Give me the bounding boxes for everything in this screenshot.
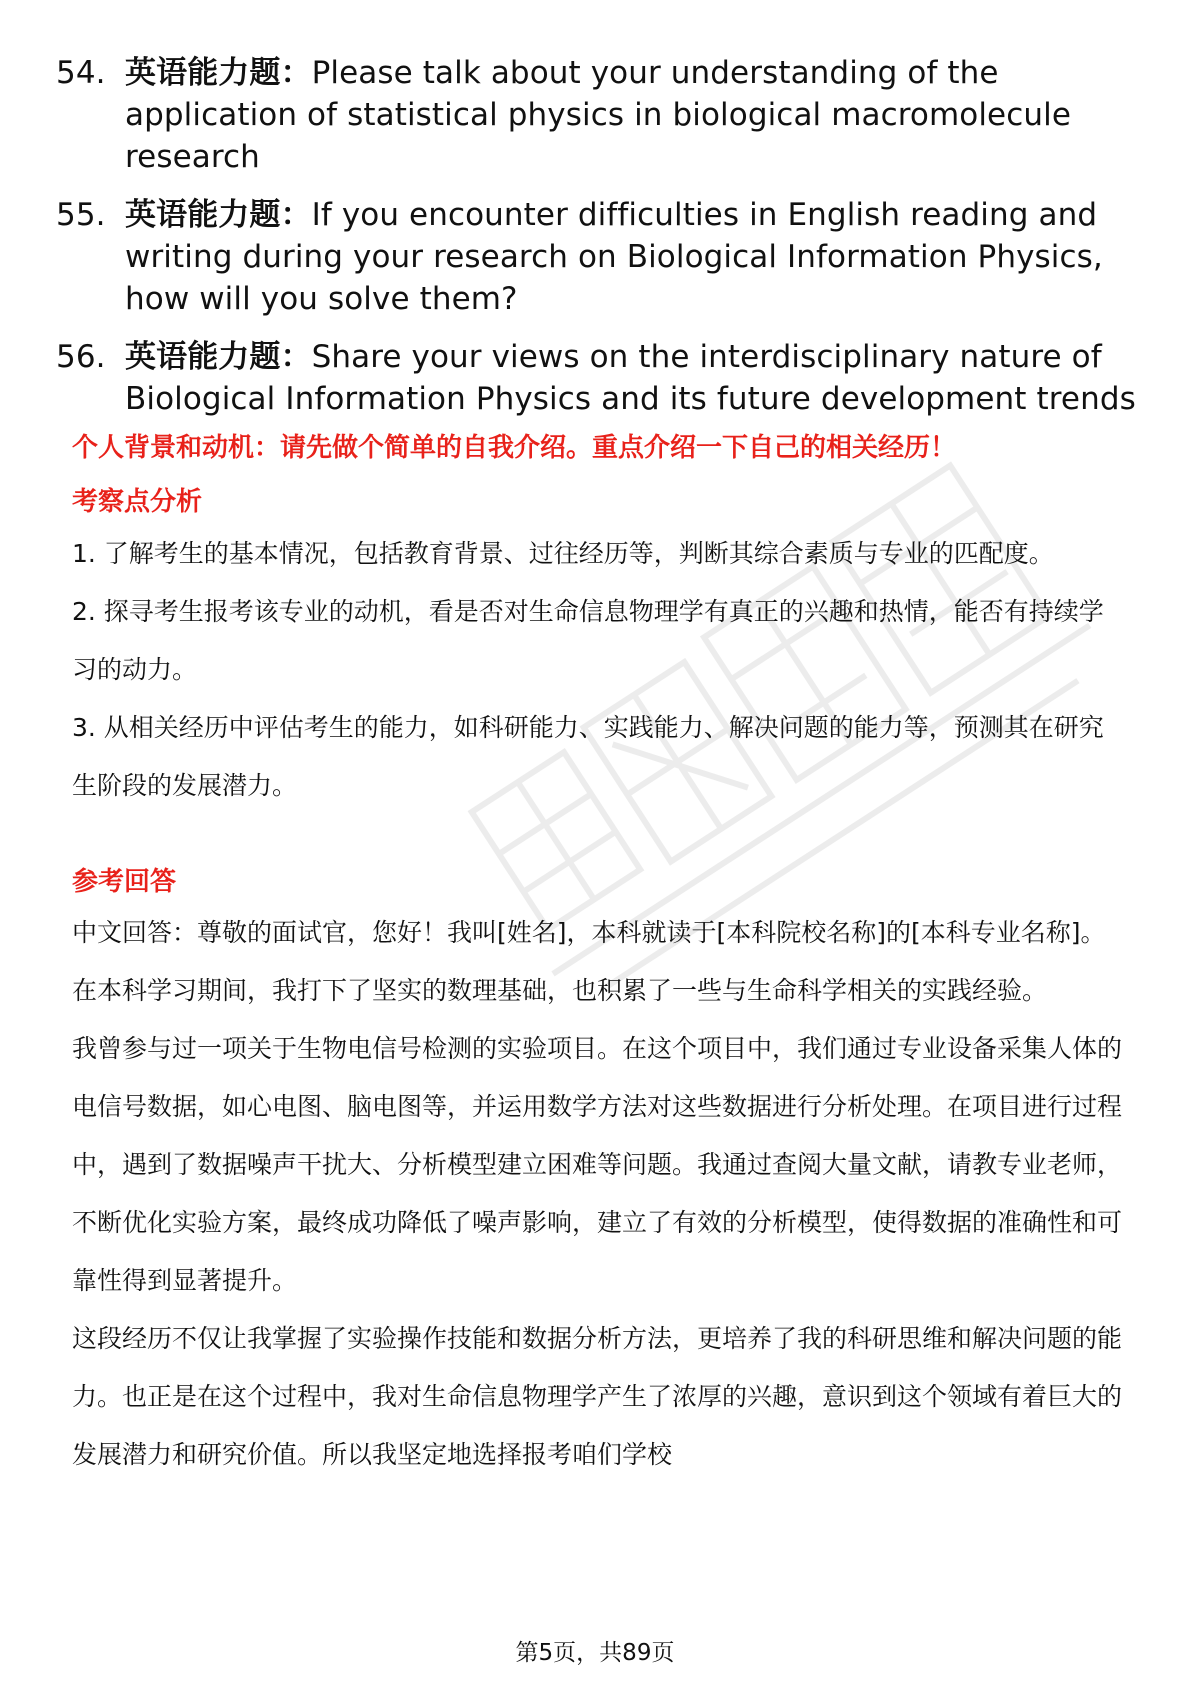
reference-paragraph: 中文回答：尊敬的面试官，您好！我叫[姓名]，本科就读于[本科院校名称]的[本科专业名称]。在本科学习期间，我打下了坚实的数理基础，也积累了一些与生命科学相关的实践经验。 xyxy=(72,918,1106,1005)
question-label: 英语能力题： xyxy=(125,55,312,91)
section-title: 个人背景和动机：请先做个简单的自我介绍。重点介绍一下自己的相关经历！ xyxy=(72,433,957,463)
reference-paragraph: 这段经历不仅让我掌握了实验操作技能和数据分析方法，更培养了我的科研思维和解决问题的能力。也正是在这个过程中，我对生命信息物理学产生了浓厚的兴趣，意识到这个领域有着巨大的发展潜力和研究价值。所以我坚定地选择报考咱们学校 xyxy=(72,1324,1123,1469)
question-text: If you encounter difficulties in English reading and writing during your research on Biological Information Physics, how will you solve them? xyxy=(125,197,1103,317)
question-list xyxy=(56,52,1136,436)
question-number: 54. xyxy=(56,55,106,91)
analysis-point: 3. 从相关经历中评估考生的能力，如科研能力、实践能力、解决问题的能力等，预测其在研究生阶段的发展潜力。 xyxy=(72,713,1104,800)
page-footer: 第5页，共89页 xyxy=(515,1640,675,1666)
analysis-heading: 考察点分析 xyxy=(72,487,203,517)
reference-heading: 参考回答 xyxy=(72,867,177,897)
reference-answer xyxy=(72,904,1124,1484)
question-label: 英语能力题： xyxy=(125,197,312,233)
question-number: 55. xyxy=(56,197,106,233)
question-text: Please talk about your understanding of the application of statistical physics in biological macromolecule research xyxy=(125,55,1072,175)
reference-paragraph: 我曾参与过一项关于生物电信号检测的实验项目。在这个项目中，我们通过专业设备采集人体的电信号数据，如心电图、脑电图等，并运用数学方法对这些数据进行分析处理。在项目进行过程中，遇到了数据噪声干扰大、分析模型建立困难等问题。我通过查阅大量文献，请教专业老师，不断优化实验方案，最终成功降低了噪声影响，建立了有效的分析模型，使得数据的准确性和可靠性得到显著提升。 xyxy=(72,1034,1123,1295)
question-item-56 xyxy=(56,336,1136,420)
question-item-54 xyxy=(56,52,1136,178)
analysis-point: 2. 探寻考生报考该专业的动机，看是否对生命信息物理学有真正的兴趣和热情，能否有持续学习的动力。 xyxy=(72,597,1104,684)
analysis-points xyxy=(72,525,1124,815)
question-text: Share your views on the interdisciplinary nature of Biological Information Physics and its future development trends xyxy=(125,339,1136,417)
question-label: 英语能力题： xyxy=(125,339,312,375)
question-item-55 xyxy=(56,194,1136,320)
analysis-point: 1. 了解考生的基本情况，包括教育背景、过往经历等，判断其综合素质与专业的匹配度。 xyxy=(72,539,1054,568)
question-number: 56. xyxy=(56,339,106,375)
